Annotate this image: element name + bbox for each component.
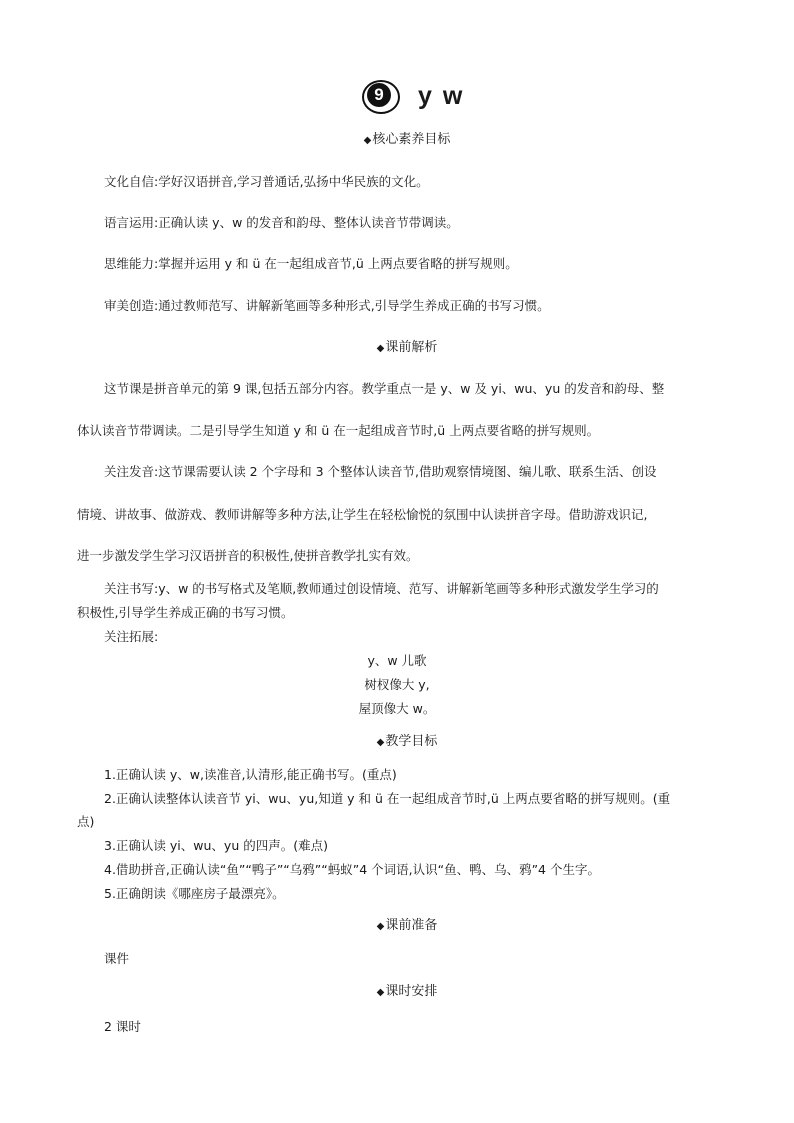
lesson-letters: y w [418, 82, 465, 110]
rhyme-title: y、w 儿歌 [367, 653, 427, 668]
diamond-icon: ◆ [376, 921, 385, 932]
core-goal-item: 语言运用:正确认读 y、w 的发音和韵母、整体认读音节带调读。 [104, 215, 459, 230]
section-heading-schedule [0, 980, 794, 999]
paragraph-line: 关注发音:这节课需要认读 2 个字母和 3 个整体认读音节,借助观察情境图、编儿歌、联系生活、创设 [104, 464, 657, 479]
rhyme-line: 屋顶像大 w。 [358, 701, 436, 716]
paragraph-line: 关注拓展: [104, 629, 159, 644]
paragraph-line: 积极性,引导学生养成正确的书写习惯。 [77, 605, 294, 620]
rhyme-line: 树杈像大 y, [364, 677, 430, 692]
lesson-number: 9 [367, 83, 391, 107]
teaching-goal-item: 5.正确朗读《哪座房子最漂亮》。 [104, 886, 285, 901]
core-goal-item: 思维能力:掌握并运用 y 和 ü 在一起组成音节,ü 上两点要省略的拼写规则。 [104, 256, 518, 271]
section-title: 核心素养目标 [372, 132, 451, 147]
teaching-goal-item: 4.借助拼音,正确认读“鱼”“鸭子”“乌鸦”“蚂蚁”4 个词语,认识“鱼、鸭、乌、鸦”4 个生字。 [104, 862, 600, 877]
schedule-content: 2 课时 [104, 1019, 141, 1034]
section-title: 课前准备 [385, 918, 438, 933]
section-heading-preparation [0, 914, 794, 933]
paragraph-line: 体认读音节带调读。二是引导学生知道 y 和 ü 在一起组成音节时,ü 上两点要省略的拼写规则。 [77, 423, 600, 438]
paragraph-line: 进一步激发学生学习汉语拼音的积极性,使拼音教学扎实有效。 [77, 548, 419, 563]
core-goal-item: 审美创造:通过教师范写、讲解新笔画等多种形式,引导学生养成正确的书写习惯。 [104, 298, 550, 313]
diamond-icon: ◆ [376, 737, 385, 748]
paragraph-line: 情境、讲故事、做游戏、教师讲解等多种方法,让学生在轻松愉悦的氛围中认读拼音字母。借助游戏识记, [77, 507, 648, 522]
teaching-goal-item: 点) [77, 814, 95, 829]
paragraph-line: 这节课是拼音单元的第 9 课,包括五部分内容。教学重点一是 y、w 及 yi、wu、yu 的发音和韵母、整 [104, 381, 665, 396]
section-title: 课时安排 [385, 984, 438, 999]
teaching-goal-item: 3.正确认读 yi、wu、yu 的四声。(难点) [104, 838, 328, 853]
section-heading-teaching-goals [0, 730, 794, 749]
lesson-title [0, 80, 794, 114]
diamond-icon: ◆ [363, 135, 372, 146]
diamond-icon: ◆ [376, 343, 385, 354]
lesson-number-badge [362, 80, 400, 114]
core-goal-item: 文化自信:学好汉语拼音,学习普通话,弘扬中华民族的文化。 [104, 174, 429, 189]
diamond-icon: ◆ [376, 987, 385, 998]
section-heading-pre-analysis [0, 336, 794, 355]
section-title: 课前解析 [385, 340, 438, 355]
paragraph-line: 关注书写:y、w 的书写格式及笔顺,教师通过创设情境、范写、讲解新笔画等多种形式激发学生学习的 [104, 581, 659, 596]
preparation-content: 课件 [104, 951, 130, 966]
section-heading-core-goals [0, 128, 794, 147]
teaching-goal-item: 2.正确认读整体认读音节 yi、wu、yu,知道 y 和 ü 在一起组成音节时,ü 上两点要省略的拼写规则。(重 [104, 791, 671, 806]
section-title: 教学目标 [385, 734, 438, 749]
teaching-goal-item: 1.正确认读 y、w,读准音,认清形,能正确书写。(重点) [104, 767, 397, 782]
